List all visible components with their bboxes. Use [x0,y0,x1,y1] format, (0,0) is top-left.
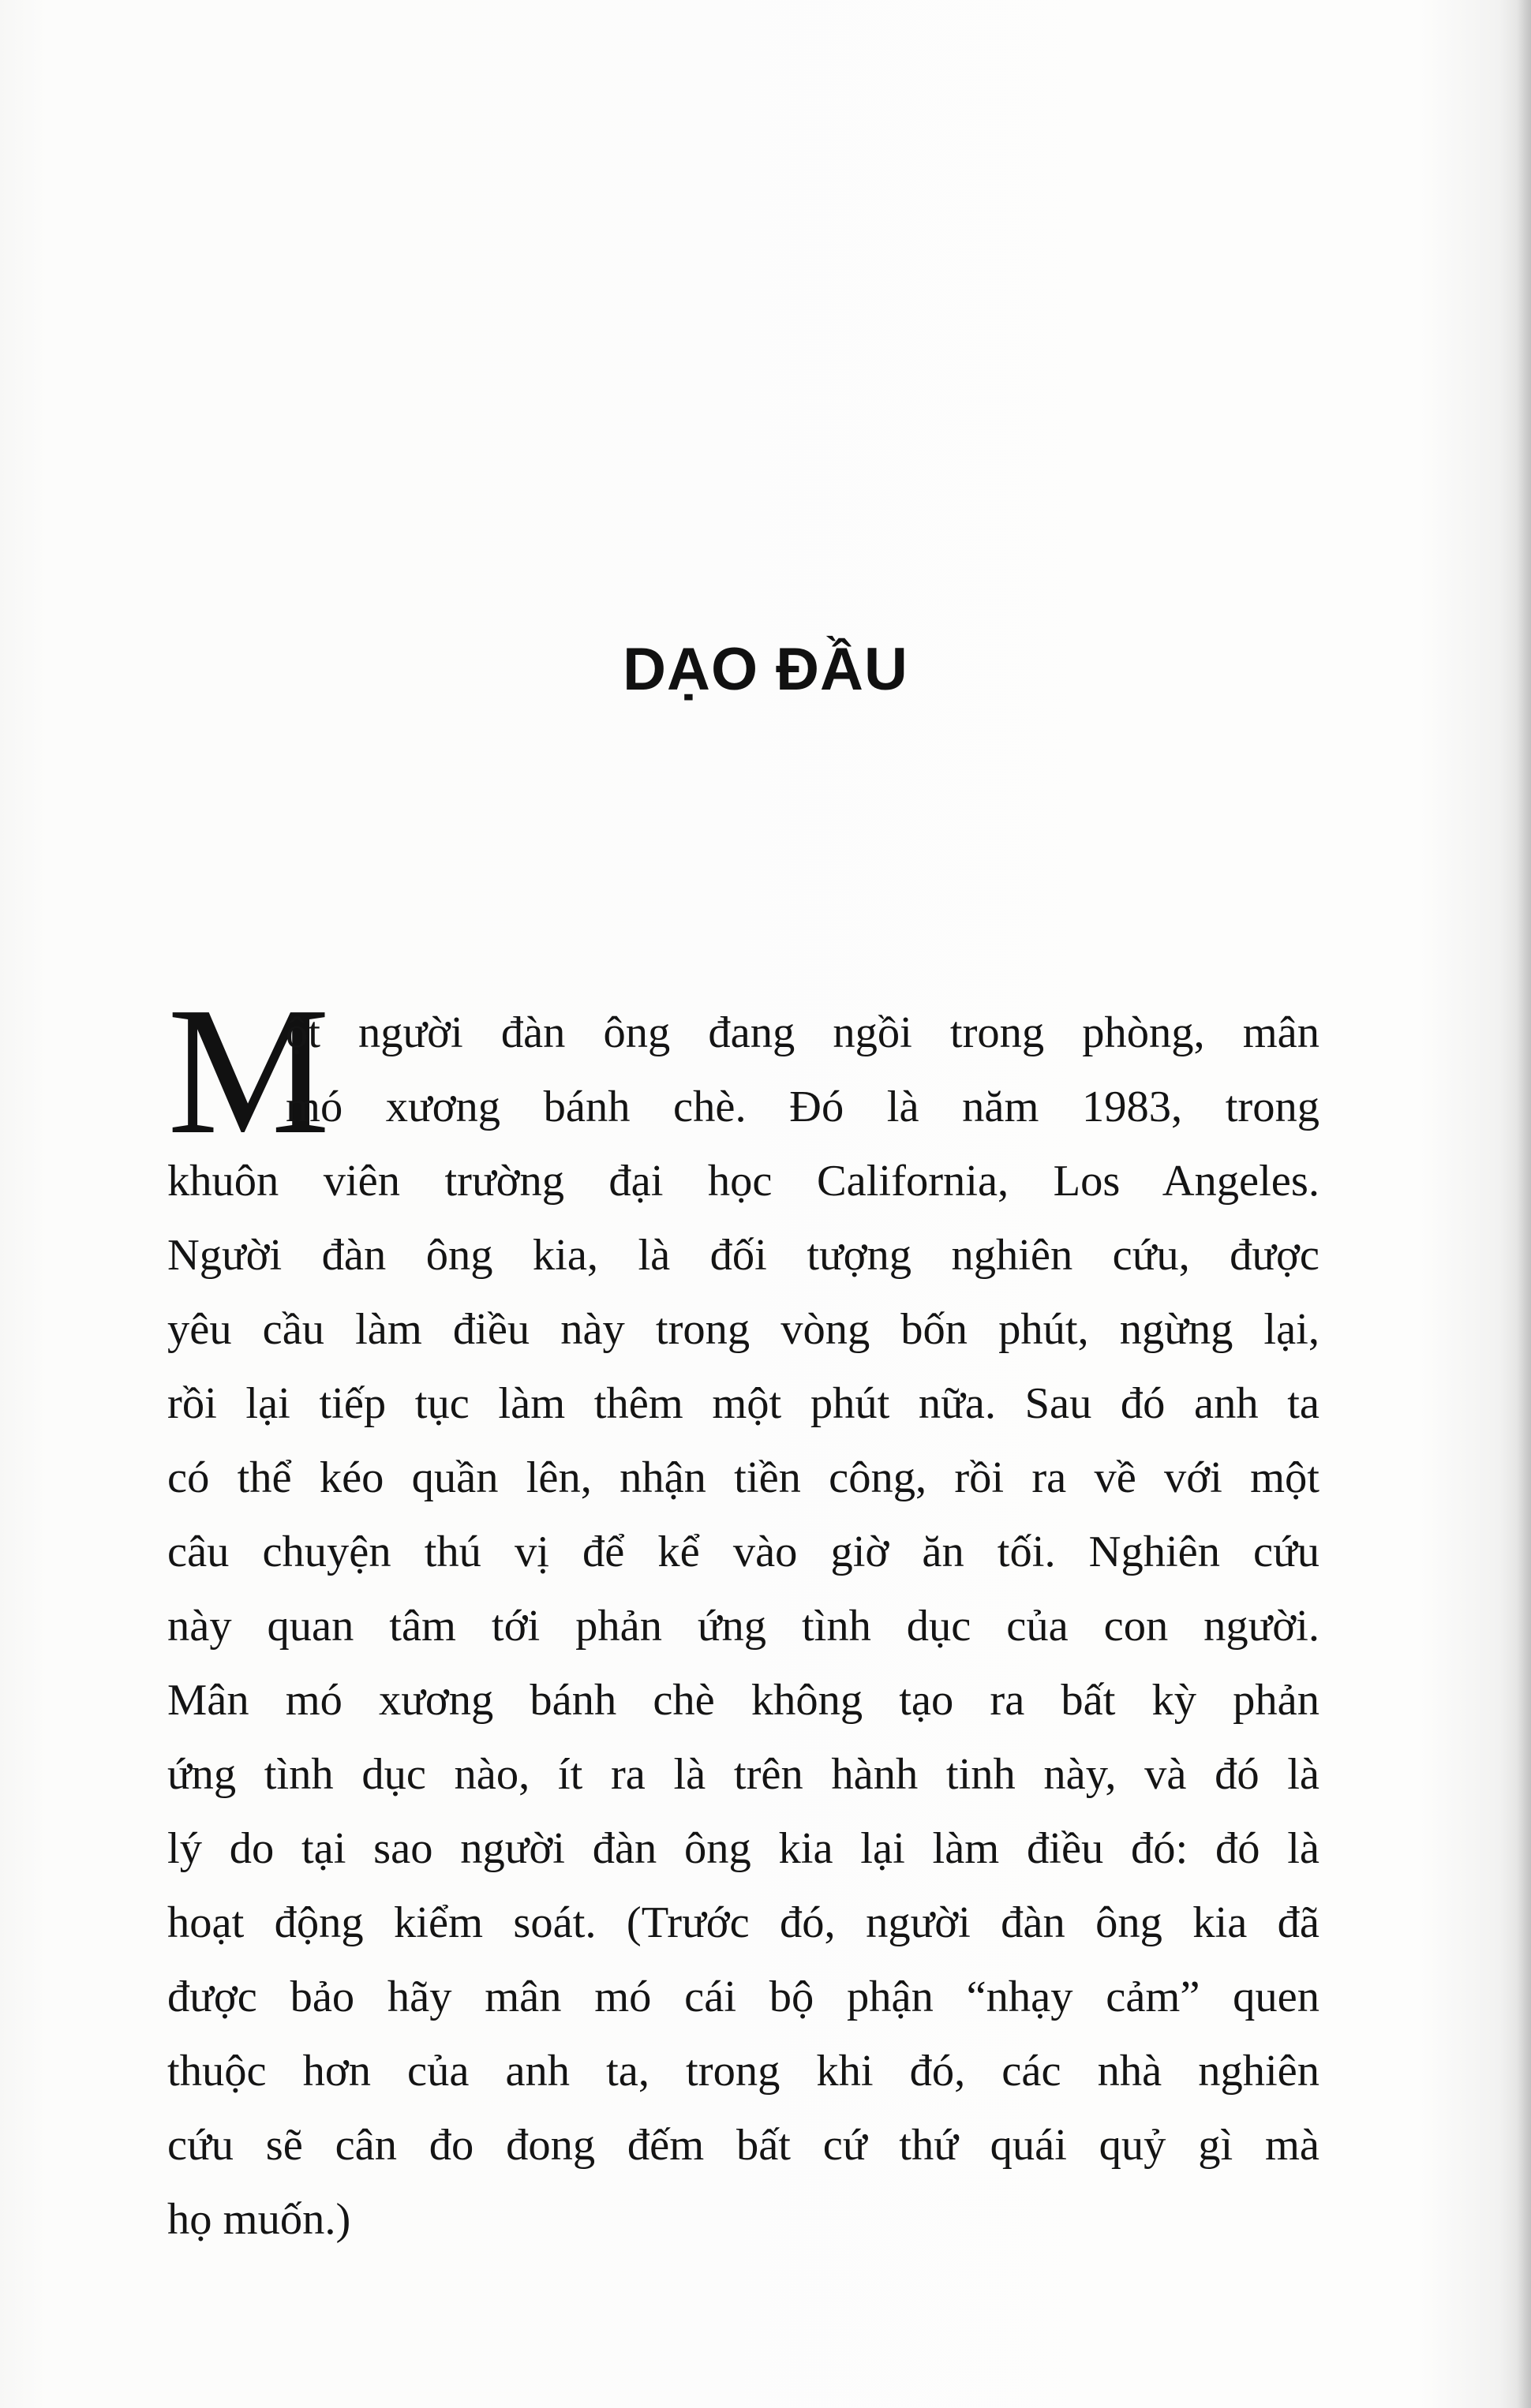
paragraph-line: Mân mó xương bánh chè không tạo ra bất kỳ phản [167,1676,1320,1725]
paragraph-line: câu chuyện thú vị để kể vào giờ ăn tối. Nghiên cứu [167,1527,1320,1576]
paragraph-line: ứng tình dục nào, ít ra là trên hành tinh này, và đó là [167,1750,1320,1799]
paragraph-line: được bảo hãy mân mó cái bộ phận “nhạy cảm” quen [167,1972,1320,2021]
paragraph-line: họ muốn.) [167,2195,351,2244]
paragraph-line: hoạt động kiểm soát. (Trước đó, người đàn ông kia đã [167,1898,1320,1947]
paragraph-line: có thể kéo quần lên, nhận tiền công, rồi ra về với một [167,1453,1320,1502]
chapter-title: DẠO ĐẦU [623,636,908,703]
body-paragraph [167,970,1320,2257]
paragraph-line: Người đàn ông kia, là đối tượng nghiên cứu, được [167,1231,1320,1280]
paragraph-line: khuôn viên trường đại học California, Los Angeles. [167,1157,1320,1206]
paragraph-line: lý do tại sao người đàn ông kia lại làm điều đó: đó là [167,1824,1320,1873]
paragraph-line: này quan tâm tới phản ứng tình dục của con người. [167,1602,1320,1651]
paragraph-line: yêu cầu làm điều này trong vòng bốn phút, ngừng lại, [167,1305,1320,1354]
page-edge-shadow [1517,0,1531,2408]
paragraph-line: mó xương bánh chè. Đó là năm 1983, trong [286,1082,1320,1131]
paragraph-line: thuộc hơn của anh ta, trong khi đó, các nhà nghiên [167,2047,1320,2096]
paragraph-line: cứu sẽ cân đo đong đếm bất cứ thứ quái quỷ gì mà [167,2121,1320,2170]
drop-cap: M [167,970,331,1172]
paragraph-line: rồi lại tiếp tục làm thêm một phút nữa. Sau đó anh ta [167,1379,1320,1428]
paragraph-line: ột người đàn ông đang ngồi trong phòng, mân [286,1008,1320,1057]
